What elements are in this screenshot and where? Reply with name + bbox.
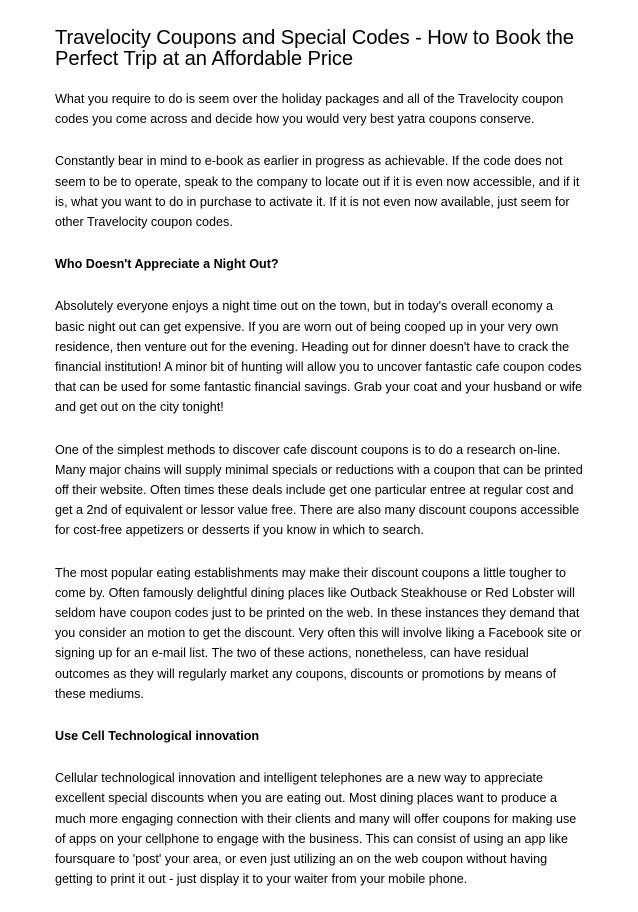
body-paragraph: Constantly bear in mind to e-book as earlier in progress as achievable. If the code does not seem to be to operate, speak to the company to locate out if it is even now accessible, and if it is, what you want to do in purchase to activate it. If it is not even now available, just seem for other Travelocity coupon codes. — [55, 154, 580, 230]
body-paragraph: The most popular eating establishments may make their discount coupons a little tougher to come by. Often famously delightful dining places like Outback Steakhouse or Red Lobster will seldom have coupon codes just to be printed on the web. In these instances they demand that you consider an motion to get the discount. Very often this will involve liking a Facebook site or signing up for an e-mail list. The two of these actions, nonetheless, can have residual outcomes as they will regularly market any coupons, discounts or promotions by means of these mediums. — [55, 565, 582, 701]
document-title: Travelocity Coupons and Special Codes - How to Book the Perfect Trip at an Affordable Price — [55, 27, 574, 70]
body-paragraph: Absolutely everyone enjoys a night time out on the town, but in today's overall economy a basic night out can get expensive. If you are worn out of being cooped up in your very own residence, then venture out for the evening. Heading out for dinner doesn't have to crack the financial institution! A minor bit of hunting will allow you to uncover fantastic cafe coupon codes that can be used for some fantastic financial savings. Grab your coat and your husband or wife and get out on the city tonight! — [55, 299, 583, 415]
section-heading: Use Cell Technological innovation — [55, 729, 260, 744]
section-heading: Who Doesn't Appreciate a Night Out? — [55, 257, 279, 272]
body-paragraph: One of the simplest methods to discover cafe discount coupons is to do a research on-line. Many major chains will supply minimal specials or reductions with a coupon that can be printed off their website. Often times these deals include get one particular entree at regular cost and get a 2nd of equivalent or lessor value free. There are also many discount coupons accessible for cost-free appetizers or desserts if you know in which to search. — [55, 442, 583, 538]
body-paragraph: Cellular technological innovation and intelligent telephones are a new way to appreciate excellent special discounts when you are eating out. Most dining places want to produce a much more engaging connection with their clients and many will offer coupons for making use of apps on your cellphone to engage with the business. This can consist of using an app like foursquare to 'post' your area, or even just utilizing an on the web coupon without having getting to print it out - just display it to your waiter from your mobile phone. — [55, 771, 577, 887]
body-paragraph: What you require to do is seem over the holiday packages and all of the Travelocity coupon codes you come across and decide how you would very best yatra coupons conserve. — [55, 92, 564, 127]
document-page — [55, 28, 583, 912]
